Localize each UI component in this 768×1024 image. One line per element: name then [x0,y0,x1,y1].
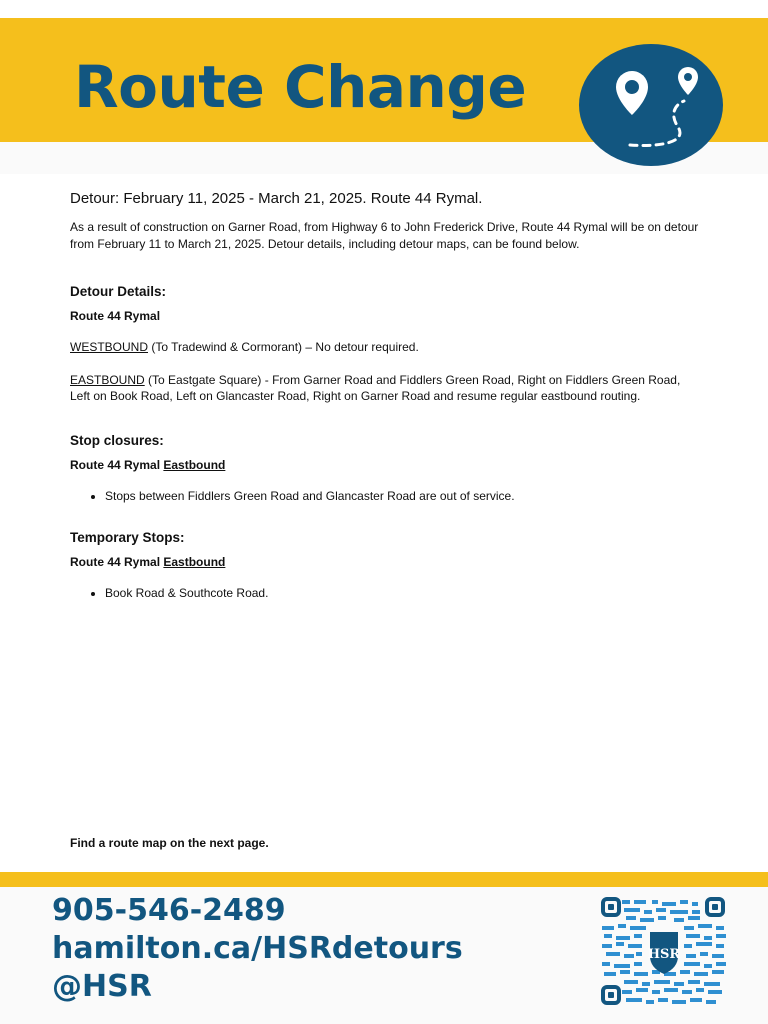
qr-logo-text: HSR [647,947,681,962]
notice-body [70,190,702,601]
stop-closures-list [70,488,702,504]
eastbound-label: EASTBOUND [70,372,145,387]
website-link[interactable]: hamilton.ca/HSRdetours [52,931,463,966]
social-handle[interactable]: @HSR [52,969,152,1004]
map-route-icon [578,43,724,167]
temporary-stops-direction: Eastbound [163,554,226,569]
westbound-text: (To Tradewind & Cormorant) – No detour required. [148,340,419,354]
eastbound-paragraph [70,372,702,405]
temporary-stops-route [70,555,702,569]
stop-closures-heading: Stop closures: [70,432,164,448]
stop-closures-route-prefix: Route 44 Rymal [70,457,164,472]
detour-route: Route 44 Rymal [70,309,161,323]
westbound-label: WESTBOUND [70,340,148,354]
westbound-paragraph [70,339,702,356]
list-item: • Book Road & Southcote Road. [105,585,702,601]
eastbound-text: (To Eastgate Square) - From Garner Road and Fiddlers Green Road, Right on Fiddlers Green Road, Left on Book Road, Left on Glancaster Road, Right on Garner Road and resume regular eastbound routing. [70,372,681,403]
detour-subtitle: Detour: February 11, 2025 - March 21, 2025. Route 44 Rymal. [70,190,483,207]
temporary-stops-heading: Temporary Stops: [70,529,185,545]
temporary-stops-list [70,585,702,601]
footer-band [0,872,768,887]
intro-paragraph: As a result of construction on Garner Road, from Highway 6 to John Frederick Drive, Route 44 Rymal will be on detour from February 11 to March 21, 2025. Detour details, including detour maps, can be found below. [70,220,699,251]
temporary-stops-route-prefix: Route 44 Rymal [70,554,164,569]
list-item: • Stops between Fiddlers Green Road and Glancaster Road are out of service. [105,488,702,504]
qr-code[interactable] [600,896,728,1008]
phone-number[interactable]: 905-546-2489 [52,893,286,928]
page-title: Route Change [74,53,527,121]
contact-block [52,892,463,1006]
find-map-note: Find a route map on the next page. [70,836,269,850]
stop-closures-direction: Eastbound [163,457,226,472]
stop-closures-route [70,458,702,472]
detour-details-heading: Detour Details: [70,284,167,299]
